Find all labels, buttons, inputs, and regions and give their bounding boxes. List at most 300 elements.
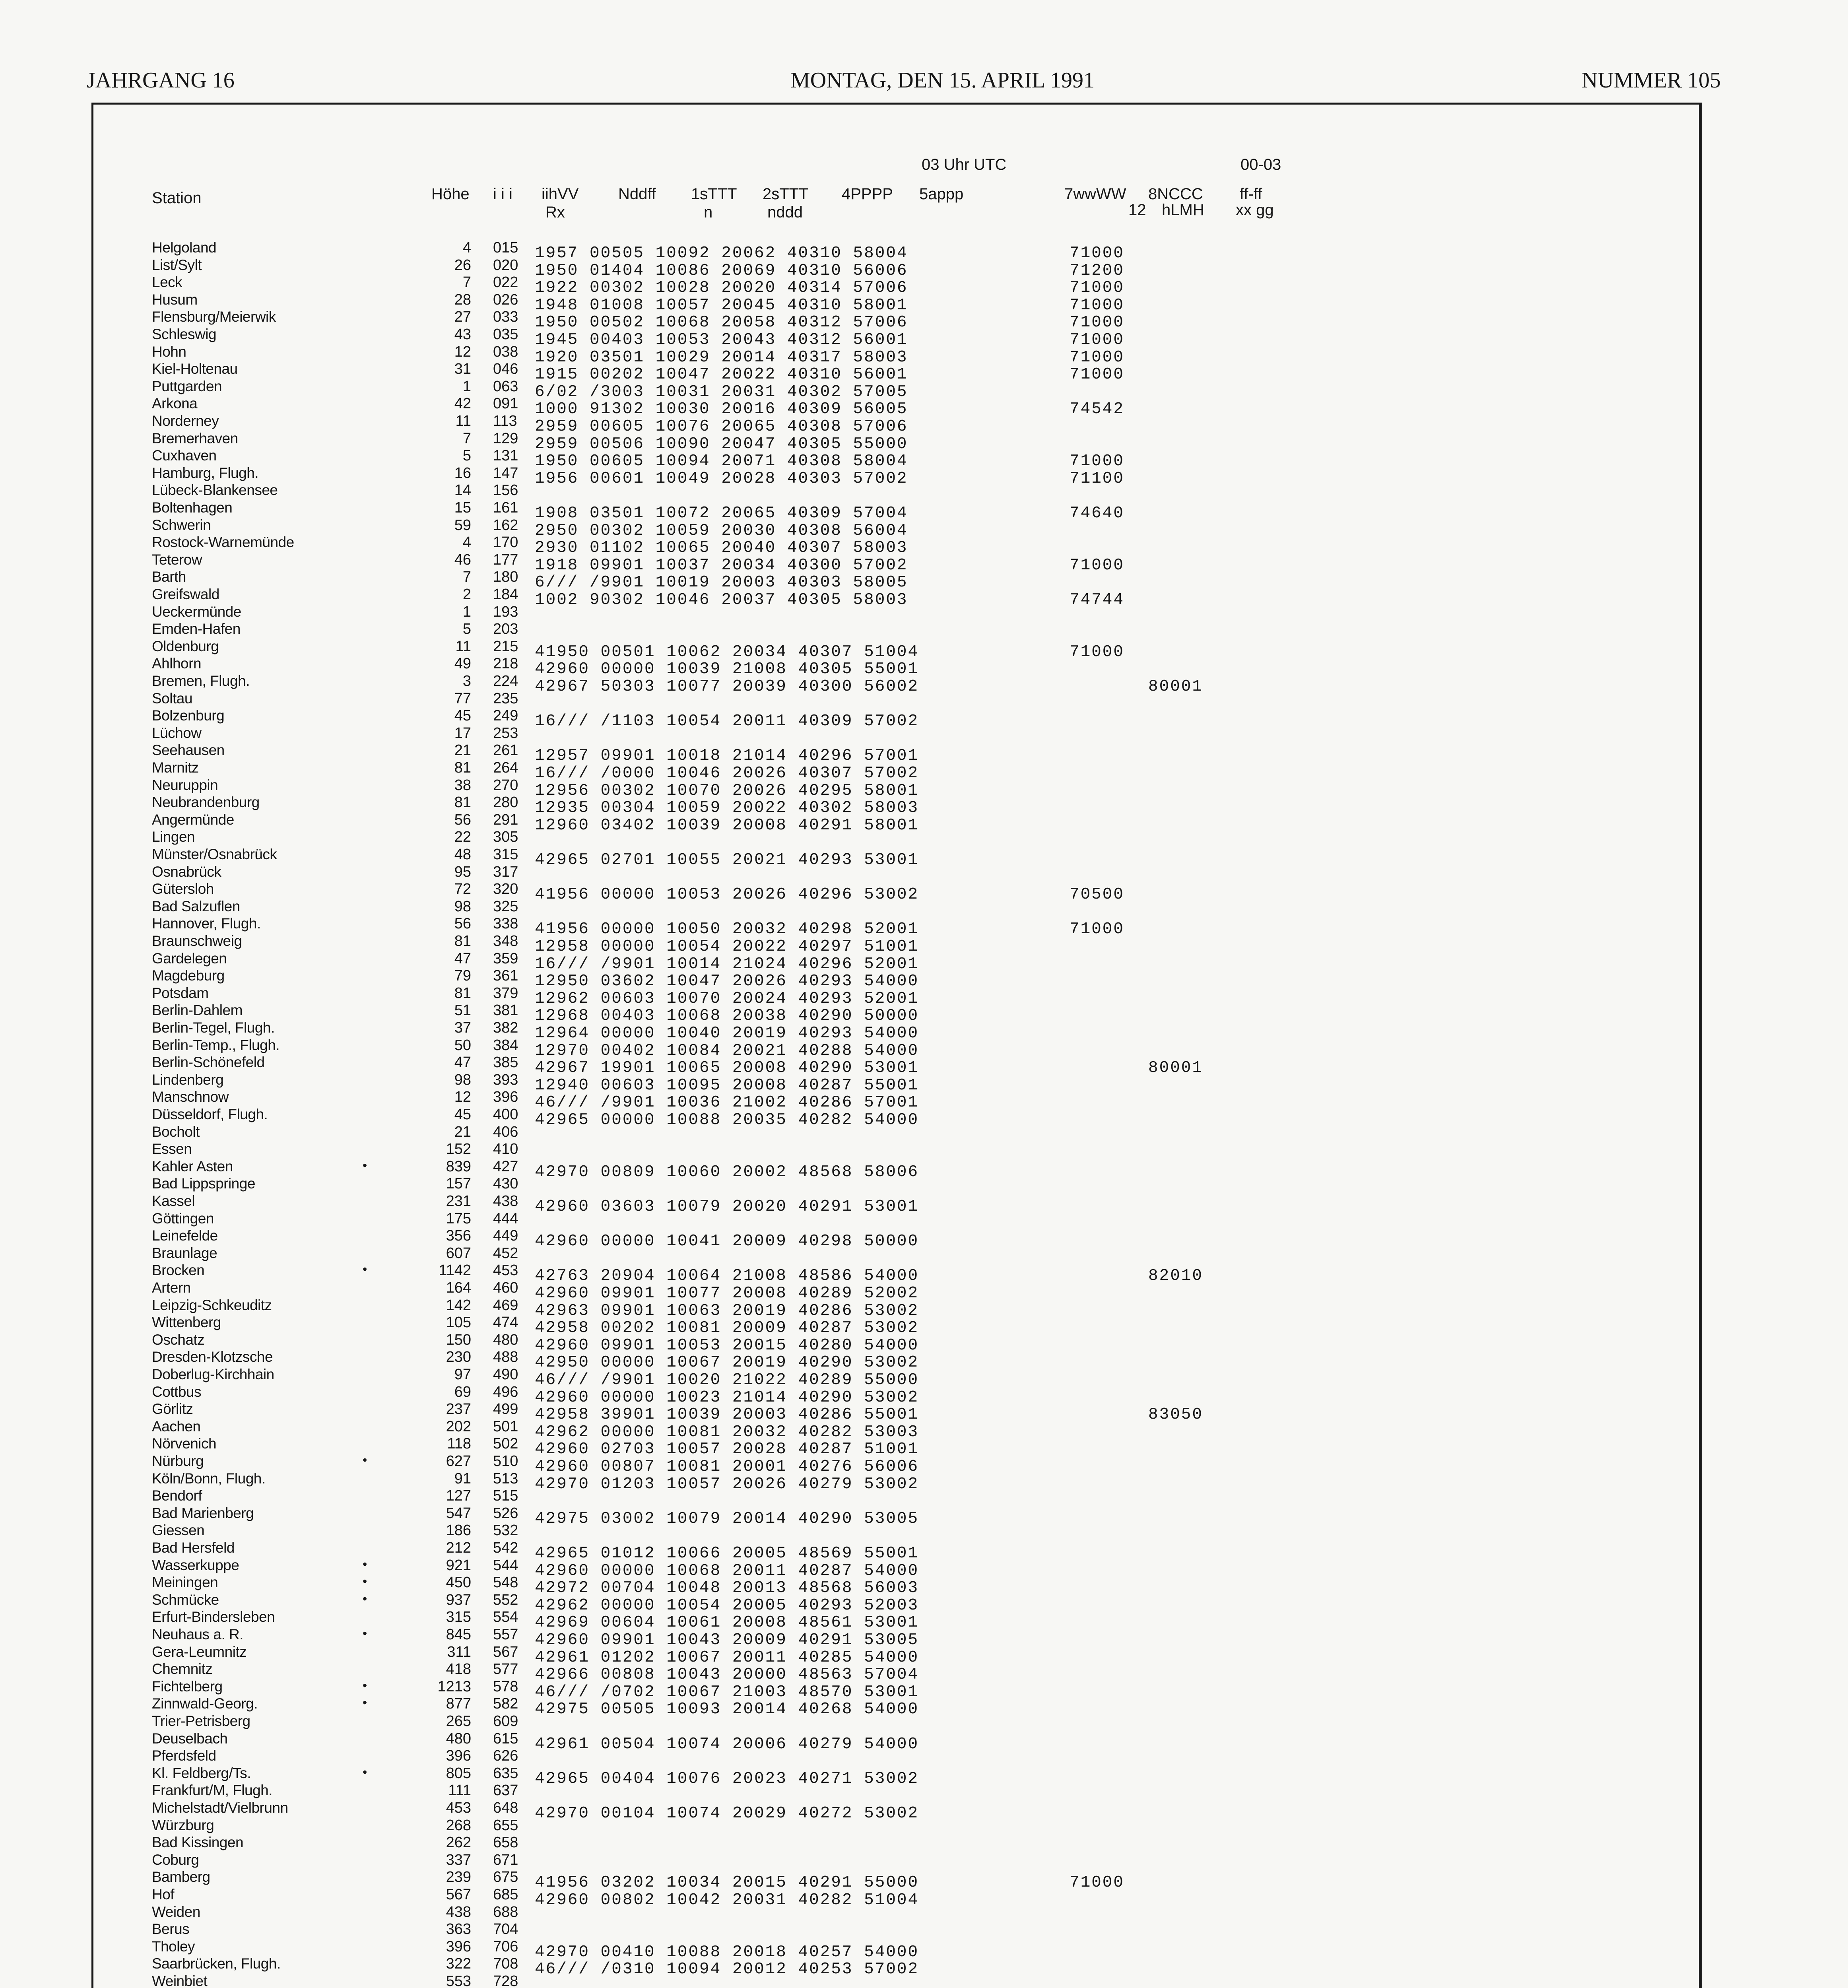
station-id: 359 — [493, 950, 518, 967]
station-name: Coburg — [152, 1851, 199, 1868]
synop-groups: 42962 00000 10054 20005 40293 52003 — [535, 1596, 919, 1615]
station-height: 81 — [454, 759, 471, 776]
station-height: 164 — [446, 1279, 471, 1296]
station-height: 38 — [454, 777, 471, 794]
synop-groups: 41956 03202 10034 20015 40291 55000 — [535, 1873, 919, 1892]
station-id: 648 — [493, 1800, 518, 1816]
station-height: 95 — [454, 863, 471, 880]
station-id: 460 — [493, 1279, 518, 1296]
station-id: 452 — [493, 1244, 518, 1262]
header-rx: Rx — [545, 204, 565, 221]
weather-group: 71000 — [1070, 244, 1125, 262]
synop-groups: 42972 00704 10048 20013 48568 56003 — [535, 1579, 919, 1598]
station-id: 453 — [493, 1262, 518, 1279]
station-id: 552 — [493, 1591, 518, 1608]
station-height: 98 — [454, 898, 471, 915]
weather-group: 71000 — [1070, 643, 1125, 661]
station-id: 291 — [493, 811, 518, 828]
header-ihvv: iihVV — [542, 185, 579, 203]
station-name: Kassel — [152, 1193, 195, 1209]
station-name: Görlitz — [152, 1401, 193, 1417]
synop-groups: 42967 19901 10065 20008 40290 53001 — [535, 1059, 919, 1077]
station-id: 161 — [493, 499, 518, 516]
header-7wwww-sub: 12 — [1128, 201, 1146, 219]
station-name: Wittenberg — [152, 1314, 221, 1331]
station-id: 270 — [493, 777, 518, 794]
station-name: Bendorf — [152, 1487, 202, 1504]
station-name: Oldenburg — [152, 638, 219, 654]
station-name: Frankfurt/M, Flugh. — [152, 1782, 273, 1799]
station-name: Potsdam — [152, 984, 209, 1001]
station-id: 410 — [493, 1141, 518, 1158]
synop-groups: 12957 09901 10018 21014 40296 57001 — [535, 747, 919, 765]
station-id: 156 — [493, 482, 518, 499]
station-height: 11 — [455, 638, 471, 655]
weather-group: 71000 — [1070, 331, 1125, 349]
station-id: 382 — [493, 1019, 518, 1036]
station-height: 4 — [462, 239, 471, 256]
station-name: Braunschweig — [152, 933, 242, 949]
synop-groups: 42960 00807 10081 20001 40276 56006 — [535, 1458, 919, 1476]
station-id: 708 — [493, 1955, 518, 1972]
synop-groups: 42965 00404 10076 20023 40271 53002 — [535, 1769, 919, 1788]
station-height: 315 — [446, 1609, 471, 1626]
station-height: 877 — [446, 1695, 471, 1712]
synop-groups: 42960 00000 10023 21014 40290 53002 — [535, 1388, 919, 1407]
station-name: Bremerhaven — [152, 430, 238, 447]
station-height: 45 — [454, 1106, 471, 1123]
synop-groups: 42960 02703 10057 20028 40287 51001 — [535, 1440, 919, 1459]
station-height: 56 — [454, 915, 471, 932]
synop-groups: 42965 01012 10066 20005 48569 55001 — [535, 1544, 919, 1563]
synop-groups: 1920 03501 10029 20014 40317 58003 — [535, 348, 908, 367]
station-name: Osnabrück — [152, 863, 221, 880]
station-height: 15 — [454, 499, 471, 516]
station-id: 626 — [493, 1747, 518, 1765]
station-id: 658 — [493, 1834, 518, 1851]
altitude-marker: • — [363, 1158, 367, 1173]
station-name: Arkona — [152, 395, 198, 412]
synop-groups: 42962 00000 10081 20032 40282 53003 — [535, 1423, 919, 1441]
station-id: 480 — [493, 1331, 518, 1348]
station-id: 264 — [493, 759, 518, 776]
station-name: Ahlhorn — [152, 655, 202, 672]
weather-group: 74640 — [1070, 504, 1125, 522]
station-id: 728 — [493, 1973, 518, 1988]
synop-groups: 1948 01008 10057 20045 40310 58001 — [535, 296, 908, 315]
issue-number: NUMMER 105 — [1581, 68, 1721, 93]
synop-groups: 46/// /0310 10094 20012 40253 57002 — [535, 1960, 919, 1979]
station-id: 253 — [493, 724, 518, 742]
synop-groups: 41956 00000 10050 20032 40298 52001 — [535, 920, 919, 939]
station-height: 81 — [454, 933, 471, 949]
header-hoehe: Höhe — [431, 185, 470, 203]
station-id: 315 — [493, 846, 518, 863]
station-height: 845 — [446, 1626, 471, 1643]
station-id: 224 — [493, 673, 518, 689]
station-name: Hamburg, Flugh. — [152, 464, 259, 481]
station-id: 393 — [493, 1071, 518, 1088]
station-name: Berlin-Schönefeld — [152, 1054, 265, 1071]
station-id: 567 — [493, 1643, 518, 1660]
station-name: Hof — [152, 1886, 175, 1903]
station-name: Nürburg — [152, 1453, 204, 1469]
synop-groups: 1918 09901 10037 20034 40300 57002 — [535, 556, 908, 575]
synop-groups: 42961 01202 10067 20011 40285 54000 — [535, 1648, 919, 1667]
weather-group: 71000 — [1070, 348, 1125, 367]
station-height: 627 — [446, 1453, 471, 1470]
header-2sttt: 2sTTT — [763, 185, 809, 203]
station-id: 379 — [493, 984, 518, 1002]
station-name: Göttingen — [152, 1210, 214, 1227]
station-name: Angermünde — [152, 811, 234, 828]
station-name: Weiden — [152, 1903, 200, 1920]
station-height: 17 — [454, 724, 471, 742]
station-height: 337 — [446, 1851, 471, 1868]
station-name: Bad Kissingen — [152, 1834, 244, 1851]
station-name: Giessen — [152, 1522, 205, 1539]
synop-groups: 42960 00000 10041 20009 40298 50000 — [535, 1232, 919, 1251]
station-height: 356 — [446, 1227, 471, 1244]
station-id: 615 — [493, 1730, 518, 1747]
station-height: 5 — [462, 621, 471, 638]
station-height: 45 — [454, 707, 471, 724]
station-height: 12 — [454, 1089, 471, 1106]
header-8nccc: 8NCCC — [1148, 185, 1203, 203]
station-id: 035 — [493, 326, 518, 343]
station-name: Weinbiet — [152, 1973, 208, 1988]
station-id: 685 — [493, 1886, 518, 1903]
station-name: Pferdsfeld — [152, 1747, 216, 1764]
synop-groups: 42960 00000 10068 20011 40287 54000 — [535, 1561, 919, 1580]
station-height: 16 — [454, 464, 471, 481]
station-name: Kl. Feldberg/Ts. — [152, 1765, 251, 1781]
station-name: Zinnwald-Georg. — [152, 1695, 258, 1712]
station-height: 157 — [446, 1175, 471, 1192]
weather-group: 71000 — [1070, 313, 1125, 332]
synop-groups: 16/// /9901 10014 21024 40296 52001 — [535, 955, 919, 973]
station-name: Deuselbach — [152, 1730, 228, 1747]
weather-group: 71000 — [1070, 296, 1125, 315]
station-height: 363 — [446, 1921, 471, 1938]
station-id: 502 — [493, 1435, 518, 1452]
synop-groups: 42960 09901 10053 20015 40280 54000 — [535, 1336, 919, 1355]
synop-groups: 6/02 /3003 10031 20031 40302 57005 — [535, 382, 908, 401]
station-height: 77 — [454, 690, 471, 707]
station-name: Neuruppin — [152, 777, 218, 793]
station-height: 31 — [454, 361, 471, 378]
weather-group: 70500 — [1070, 885, 1125, 904]
station-id: 015 — [493, 239, 518, 256]
station-name: Artern — [152, 1279, 191, 1296]
altitude-marker: • — [363, 1574, 367, 1589]
station-name: Gütersloh — [152, 881, 214, 897]
station-id: 510 — [493, 1453, 518, 1470]
altitude-marker: • — [363, 1262, 367, 1277]
station-height: 396 — [446, 1938, 471, 1955]
utc-label: 03 Uhr UTC — [922, 156, 1007, 173]
station-height: 69 — [454, 1383, 471, 1400]
station-id: 488 — [493, 1349, 518, 1366]
weather-group: 74744 — [1070, 591, 1125, 609]
station-id: 557 — [493, 1626, 518, 1643]
station-height: 3 — [462, 673, 471, 689]
cloud-group: 82010 — [1148, 1267, 1204, 1285]
station-id: 177 — [493, 551, 518, 568]
station-height: 4 — [462, 534, 471, 551]
station-name: Magdeburg — [152, 967, 225, 984]
station-name: Trier-Petrisberg — [152, 1713, 250, 1729]
synop-groups: 42960 00802 10042 20031 40282 51004 — [535, 1891, 919, 1909]
synop-groups: 42763 20904 10064 21008 48586 54000 — [535, 1267, 919, 1285]
station-id: 706 — [493, 1938, 518, 1955]
station-height: 11 — [455, 413, 471, 429]
station-name: Gera-Leumnitz — [152, 1643, 247, 1660]
station-id: 033 — [493, 309, 518, 326]
station-height: 237 — [446, 1401, 471, 1418]
page-header — [87, 68, 1721, 99]
synop-groups: 42975 00505 10093 20014 40268 54000 — [535, 1700, 919, 1719]
synop-groups: 42965 02701 10055 20021 40293 53001 — [535, 851, 919, 869]
station-id: 542 — [493, 1540, 518, 1556]
station-name: Schleswig — [152, 326, 217, 342]
station-name: Lübeck-Blankensee — [152, 482, 278, 499]
weather-group: 71000 — [1070, 452, 1125, 471]
station-height: 921 — [446, 1557, 471, 1574]
station-name: Nörvenich — [152, 1435, 217, 1452]
station-name: Helgoland — [152, 239, 217, 256]
station-name: Ueckermünde — [152, 603, 241, 620]
station-height: 21 — [454, 1123, 471, 1140]
header-ff: ff-ff — [1240, 185, 1262, 203]
station-height: 607 — [446, 1244, 471, 1262]
synop-groups: 42975 03002 10079 20014 40290 53005 — [535, 1509, 919, 1528]
station-height: 91 — [454, 1470, 471, 1487]
cloud-group: 80001 — [1148, 678, 1204, 696]
synop-groups: 1945 00403 10053 20043 40312 56001 — [535, 331, 908, 349]
station-id: 474 — [493, 1314, 518, 1331]
synop-groups: 42970 00809 10060 20002 48568 58006 — [535, 1163, 919, 1181]
station-name: Seehausen — [152, 742, 225, 759]
station-height: 50 — [454, 1037, 471, 1054]
station-id: 203 — [493, 621, 518, 638]
station-name: Bad Lippspringe — [152, 1175, 255, 1192]
header-iii: i i i — [493, 185, 512, 203]
station-name: Wasserkuppe — [152, 1557, 239, 1573]
station-id: 499 — [493, 1401, 518, 1418]
station-id: 325 — [493, 898, 518, 915]
station-height: 27 — [454, 309, 471, 326]
station-height: 175 — [446, 1210, 471, 1227]
header-00-03: 00-03 — [1240, 156, 1281, 173]
synop-groups: 42963 09901 10063 20019 40286 53002 — [535, 1301, 919, 1320]
station-height: 265 — [446, 1713, 471, 1730]
weather-group: 74542 — [1070, 400, 1125, 419]
station-name: Bolzenburg — [152, 707, 225, 724]
station-id: 320 — [493, 881, 518, 898]
station-height: 79 — [454, 967, 471, 984]
station-height: 212 — [446, 1540, 471, 1556]
station-height: 2 — [462, 586, 471, 603]
synop-groups: 1915 00202 10047 20022 40310 56001 — [535, 365, 908, 384]
station-name: Braunlage — [152, 1244, 217, 1261]
station-height: 805 — [446, 1765, 471, 1782]
station-name: Flensburg/Meierwik — [152, 309, 276, 325]
station-id: 515 — [493, 1487, 518, 1505]
station-height: 47 — [454, 1054, 471, 1071]
station-name: Oschatz — [152, 1331, 205, 1348]
synop-groups: 42970 01203 10057 20026 40279 53002 — [535, 1475, 919, 1493]
station-name: Lüchow — [152, 724, 202, 741]
station-name: Erfurt-Bindersleben — [152, 1609, 275, 1625]
header-ff-sub: xx gg — [1236, 201, 1274, 219]
station-name: Puttgarden — [152, 378, 222, 394]
station-height: 37 — [454, 1019, 471, 1036]
station-name: Michelstadt/Vielbrunn — [152, 1800, 288, 1816]
station-id: 444 — [493, 1210, 518, 1227]
station-height: 7 — [462, 274, 471, 291]
station-id: 688 — [493, 1903, 518, 1920]
station-name: Leipzig-Schkeuditz — [152, 1297, 272, 1313]
header-8nccc-sub: hLMH — [1162, 201, 1204, 219]
synop-groups: 42950 00000 10067 20019 40290 53002 — [535, 1353, 919, 1372]
cloud-group: 80001 — [1148, 1059, 1204, 1077]
synop-groups: 12950 03602 10047 20026 40293 54000 — [535, 972, 919, 991]
cloud-group: 83050 — [1148, 1406, 1204, 1424]
station-height: 202 — [446, 1418, 471, 1435]
synop-groups: 42960 03603 10079 20020 40291 53001 — [535, 1198, 919, 1216]
station-name: Essen — [152, 1141, 192, 1157]
station-id: 384 — [493, 1037, 518, 1054]
altitude-marker: • — [363, 1626, 367, 1640]
station-name: Gardelegen — [152, 950, 227, 967]
station-id: 635 — [493, 1765, 518, 1782]
synop-groups: 12940 00603 10095 20008 40287 55001 — [535, 1076, 919, 1095]
station-height: 28 — [454, 291, 471, 308]
station-name: Greifswald — [152, 586, 219, 602]
station-id: 501 — [493, 1418, 518, 1435]
station-name: Berlin-Dahlem — [152, 1002, 243, 1019]
header-5appp: 5appp — [919, 185, 964, 203]
station-name: Fichtelberg — [152, 1678, 223, 1695]
synop-groups: 2959 00506 10090 20047 40305 55000 — [535, 435, 908, 453]
synop-groups: 42966 00808 10043 20000 48563 57004 — [535, 1666, 919, 1684]
station-id: 261 — [493, 742, 518, 759]
station-height: 81 — [454, 794, 471, 811]
station-height: 438 — [446, 1903, 471, 1920]
station-height: 186 — [446, 1522, 471, 1539]
station-name: Lingen — [152, 829, 195, 845]
station-id: 305 — [493, 829, 518, 846]
station-name: Soltau — [152, 690, 192, 707]
synop-groups: 16/// /1103 10054 20011 40309 57002 — [535, 712, 919, 731]
altitude-marker: • — [363, 1678, 367, 1693]
station-id: 026 — [493, 291, 518, 308]
station-id: 582 — [493, 1695, 518, 1712]
station-name: Doberlug-Kirchhain — [152, 1366, 274, 1382]
station-height: 97 — [454, 1366, 471, 1383]
station-id: 704 — [493, 1921, 518, 1938]
station-name: Berlin-Tegel, Flugh. — [152, 1019, 275, 1036]
station-height: 43 — [454, 326, 471, 343]
station-id: 532 — [493, 1522, 518, 1539]
synop-groups: 2930 01102 10065 20040 40307 58003 — [535, 539, 908, 557]
station-id: 063 — [493, 378, 518, 395]
synop-groups: 1956 00601 10049 20028 40303 57002 — [535, 469, 908, 488]
station-name: Bamberg — [152, 1869, 210, 1885]
station-height: 937 — [446, 1591, 471, 1608]
station-id: 162 — [493, 516, 518, 534]
station-id: 381 — [493, 1002, 518, 1019]
station-height: 42 — [454, 395, 471, 412]
altitude-marker: • — [363, 1765, 367, 1779]
station-id: 020 — [493, 256, 518, 274]
station-name: Münster/Osnabrück — [152, 846, 277, 862]
synop-groups: 1950 00605 10094 20071 40308 58004 — [535, 452, 908, 471]
station-height: 7 — [462, 569, 471, 586]
station-height: 453 — [446, 1800, 471, 1816]
station-height: 1 — [462, 378, 471, 395]
station-height: 1 — [462, 603, 471, 620]
station-height: 239 — [446, 1869, 471, 1886]
station-height: 21 — [454, 742, 471, 759]
station-height: 262 — [446, 1834, 471, 1851]
station-name: Chemnitz — [152, 1661, 213, 1677]
station-name: Berus — [152, 1921, 190, 1938]
station-name: Köln/Bonn, Flugh. — [152, 1470, 266, 1487]
synop-groups: 42969 00604 10061 20008 48561 53001 — [535, 1613, 919, 1632]
synop-groups: 46/// /9901 10036 21002 40286 57001 — [535, 1093, 919, 1112]
weather-group: 71000 — [1070, 920, 1125, 939]
station-id: 396 — [493, 1089, 518, 1106]
synop-groups: 1922 00302 10028 20020 40314 57006 — [535, 279, 908, 297]
station-name: Rostock-Warnemünde — [152, 534, 294, 551]
station-height: 105 — [446, 1314, 471, 1331]
station-height: 1213 — [437, 1678, 471, 1695]
station-name: List/Sylt — [152, 256, 202, 273]
synop-groups: 46/// /0702 10067 21003 48570 53001 — [535, 1683, 919, 1701]
station-id: 193 — [493, 603, 518, 620]
altitude-marker: • — [363, 1695, 367, 1710]
station-id: 655 — [493, 1817, 518, 1834]
station-id: 577 — [493, 1661, 518, 1678]
synop-groups: 1002 90302 10046 20037 40305 58003 — [535, 591, 908, 609]
station-height: 7 — [462, 430, 471, 447]
station-name: Berlin-Temp., Flugh. — [152, 1037, 280, 1053]
station-name: Dresden-Klotzsche — [152, 1349, 273, 1365]
station-height: 56 — [454, 811, 471, 828]
header-4pppp: 4PPPP — [842, 185, 893, 203]
station-name: Saarbrücken, Flugh. — [152, 1955, 281, 1972]
station-id: 180 — [493, 569, 518, 586]
station-id: 406 — [493, 1123, 518, 1140]
station-name: Düsseldorf, Flugh. — [152, 1106, 268, 1122]
station-id: 637 — [493, 1782, 518, 1799]
station-height: 142 — [446, 1297, 471, 1314]
station-name: Marnitz — [152, 759, 199, 776]
date-label: MONTAG, DEN 15. APRIL 1991 — [790, 68, 1095, 93]
station-height: 230 — [446, 1349, 471, 1366]
header-n: n — [704, 204, 713, 221]
station-name: Bremen, Flugh. — [152, 673, 250, 689]
station-height: 1142 — [439, 1262, 471, 1279]
station-id: 215 — [493, 638, 518, 655]
station-id: 131 — [493, 447, 518, 464]
weather-group: 71000 — [1070, 279, 1125, 297]
station-id: 449 — [493, 1227, 518, 1244]
station-height: 14 — [454, 482, 471, 499]
station-name: Norderney — [152, 413, 219, 429]
